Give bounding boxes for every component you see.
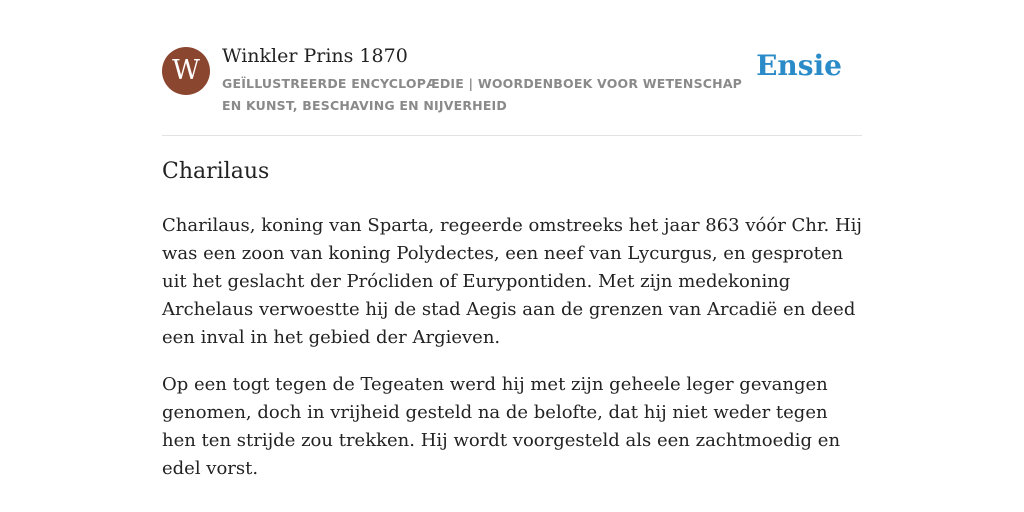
entry-body [162, 212, 862, 502]
header-divider [162, 135, 862, 136]
source-avatar[interactable]: W [162, 47, 210, 95]
source-subtitle: GEÏLLUSTREERDE ENCYCLOPÆDIE | WOORDENBOEK VOOR WETENSCHAP EN KUNST, BESCHAVING EN NIJVERHEID [222, 76, 743, 113]
source-header [162, 44, 862, 136]
ensie-logo-link[interactable]: Ensie [756, 49, 842, 82]
entry-title: Charilaus [162, 159, 270, 184]
source-title[interactable]: Winkler Prins 1870 [222, 45, 408, 67]
entry-paragraph: Op een togt tegen de Tegeaten werd hij met zijn geheele leger gevangen genomen, doch in vrijheid gesteld na de belofte, dat hij niet weder tegen hen ten strijde zou trekken. Hij wordt voorgesteld als een zachtmoedig en edel vorst. [162, 374, 841, 479]
entry-paragraph: Charilaus, koning van Sparta, regeerde omstreeks het jaar 863 vóór Chr. Hij was een zoon van koning Polydectes, een neef van Lycurgus, en gesproten uit het geslacht der Prócliden of Eurypontiden. Met zijn medekoning Archelaus verwoestte hij de stad Aegis aan de grenzen van Arcadië en deed een inval in het gebied der Argieven. [162, 215, 862, 348]
